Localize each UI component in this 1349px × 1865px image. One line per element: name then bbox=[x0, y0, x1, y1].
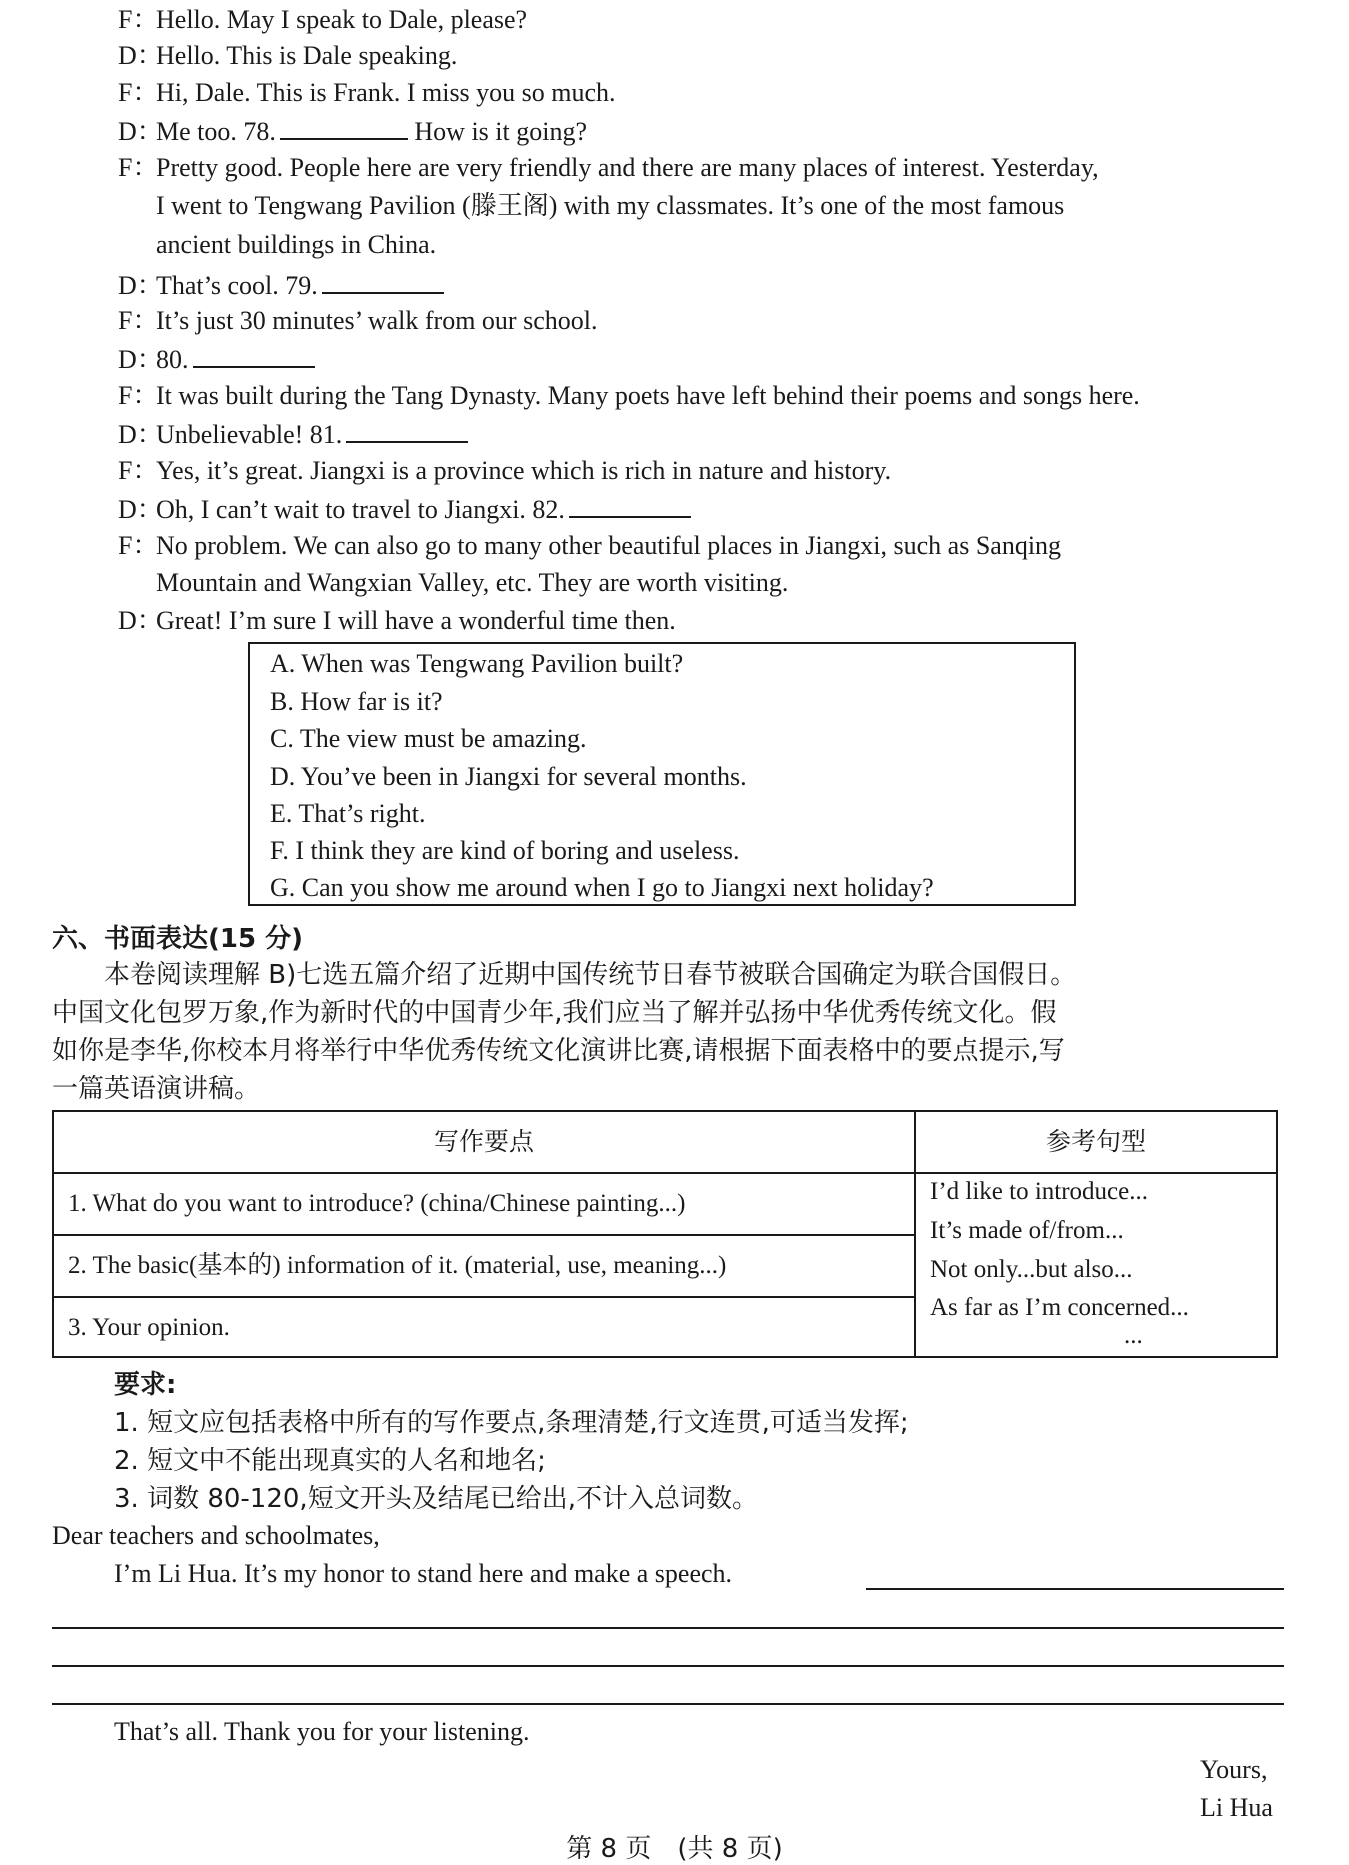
answer-blank-79[interactable] bbox=[322, 268, 444, 294]
dialogue-line: D：Unbelievable! 81. bbox=[118, 417, 468, 451]
table-pattern: ... bbox=[1124, 1322, 1143, 1349]
option-g: G. Can you show me around when I go to Jiangxi next holiday? bbox=[270, 873, 934, 902]
answer-blank-81[interactable] bbox=[346, 417, 468, 443]
answer-blank-82[interactable] bbox=[569, 492, 691, 518]
dialogue-line: D：That’s cool. 79. bbox=[118, 268, 444, 302]
table-point: 1. What do you want to introduce? (china/Chinese painting...) bbox=[68, 1190, 686, 1217]
letter-greeting: Dear teachers and schoolmates, bbox=[52, 1521, 380, 1550]
writing-line[interactable] bbox=[52, 1627, 1284, 1629]
option-d: D. You’ve been in Jiangxi for several months. bbox=[270, 762, 747, 791]
table-pattern: I’d like to introduce... bbox=[930, 1178, 1148, 1205]
requirements-title: 要求: bbox=[114, 1370, 177, 1400]
writing-line[interactable] bbox=[52, 1665, 1284, 1667]
dialogue-line: D：Me too. 78. How is it going? bbox=[118, 114, 587, 148]
writing-line[interactable] bbox=[866, 1588, 1284, 1590]
table-pattern: Not only...but also... bbox=[930, 1256, 1133, 1283]
option-a: A. When was Tengwang Pavilion built? bbox=[270, 649, 684, 678]
section-title: 六、书面表达(15 分) bbox=[52, 924, 303, 954]
dialogue-line: F：Yes, it’s great. Jiangxi is a province which is rich in nature and history. bbox=[118, 456, 892, 485]
table-divider bbox=[54, 1234, 914, 1236]
options-box bbox=[248, 642, 1076, 906]
dialogue-line: F：Hello. May I speak to Dale, please? bbox=[118, 5, 528, 34]
option-e: E. That’s right. bbox=[270, 799, 426, 828]
dialogue-line: D：Great! I’m sure I will have a wonderful time then. bbox=[118, 606, 676, 635]
dialogue-line: F：Hi, Dale. This is Frank. I miss you so much. bbox=[118, 78, 616, 107]
requirement-item: 3. 词数 80-120,短文开头及结尾已给出,不计入总词数。 bbox=[114, 1484, 758, 1514]
page-number: 第 8 页 (共 8 页) bbox=[566, 1834, 783, 1864]
requirement-item: 1. 短文应包括表格中所有的写作要点,条理清楚,行文连贯,可适当发挥; bbox=[114, 1408, 909, 1438]
option-b: B. How far is it? bbox=[270, 687, 443, 716]
dialogue-line: D：80. bbox=[118, 342, 315, 376]
table-pattern: As far as I’m concerned... bbox=[930, 1294, 1189, 1321]
dialogue-line: ancient buildings in China. bbox=[156, 230, 437, 259]
answer-blank-80[interactable] bbox=[193, 342, 315, 368]
dialogue-line: F：It was built during the Tang Dynasty. Many poets have left behind their poems and songs here. bbox=[118, 381, 1140, 410]
table-header-patterns: 参考句型 bbox=[1045, 1127, 1146, 1156]
section-intro: 本卷阅读理解 B)七选五篇介绍了近期中国传统节日春节被联合国确定为联合国假日。 中国文化包罗万象,作为新时代的中国青少年,我们应当了解并弘扬中华优秀传统文化。假 如你是李华,你校本月将举行中华优秀传统文化演讲比赛,请根据下面表格中的要点提示,写 一篇英语演讲稿。 bbox=[52, 960, 1077, 1104]
dialogue-line: I went to Tengwang Pavilion (滕王阁) with my classmates. It’s one of the most famous bbox=[156, 191, 1065, 220]
letter-signoff: Yours, bbox=[1200, 1755, 1268, 1784]
table-divider bbox=[54, 1172, 1276, 1174]
letter-opening: I’m Li Hua. It’s my honor to stand here and make a speech. bbox=[114, 1559, 733, 1588]
table-header-points: 写作要点 bbox=[433, 1127, 534, 1156]
table-point: 2. The basic(基本的) information of it. (material, use, meaning...) bbox=[68, 1252, 727, 1279]
dialogue-line: F：Pretty good. People here are very friendly and there are many places of interest. Yesterday, bbox=[118, 153, 1099, 182]
answer-blank-78[interactable] bbox=[280, 114, 408, 140]
table-divider bbox=[54, 1296, 914, 1298]
writing-line[interactable] bbox=[52, 1703, 1284, 1705]
requirement-item: 2. 短文中不能出现真实的人名和地名; bbox=[114, 1446, 546, 1476]
dialogue-line: D：Hello. This is Dale speaking. bbox=[118, 41, 458, 70]
table-point: 3. Your opinion. bbox=[68, 1314, 230, 1341]
dialogue-line: Mountain and Wangxian Valley, etc. They are worth visiting. bbox=[156, 568, 789, 597]
dialogue-line: F：No problem. We can also go to many other beautiful places in Jiangxi, such as Sanqing bbox=[118, 531, 1062, 560]
option-c: C. The view must be amazing. bbox=[270, 724, 587, 753]
letter-closing: That’s all. Thank you for your listening. bbox=[114, 1717, 530, 1746]
option-f: F. I think they are kind of boring and useless. bbox=[270, 836, 740, 865]
table-pattern: It’s made of/from... bbox=[930, 1217, 1124, 1244]
dialogue-line: F：It’s just 30 minutes’ walk from our school. bbox=[118, 306, 598, 335]
letter-name: Li Hua bbox=[1200, 1793, 1273, 1822]
writing-points-table bbox=[52, 1110, 1278, 1358]
dialogue-line: D：Oh, I can’t wait to travel to Jiangxi. 82. bbox=[118, 492, 691, 526]
